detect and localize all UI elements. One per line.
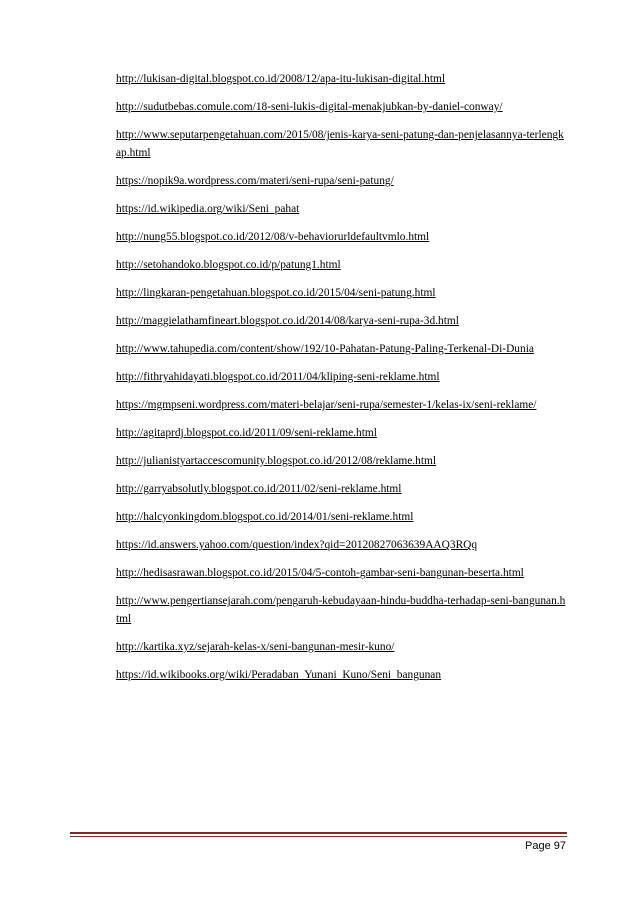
reference-item bbox=[116, 638, 568, 656]
reference-item bbox=[116, 564, 568, 582]
reference-item bbox=[116, 228, 568, 246]
reference-link[interactable]: http://kartika.xyz/sejarah-kelas-x/seni-bangunan-mesir-kuno/ bbox=[116, 641, 395, 653]
reference-item bbox=[116, 312, 568, 330]
reference-link[interactable]: http://lukisan-digital.blogspot.co.id/2008/12/apa-itu-lukisan-digital.html bbox=[116, 73, 446, 85]
reference-item bbox=[116, 592, 568, 628]
reference-item bbox=[116, 98, 568, 116]
reference-link[interactable]: http://hedisasrawan.blogspot.co.id/2015/04/5-contoh-gambar-seni-bangunan-beserta.html bbox=[116, 567, 524, 579]
reference-item bbox=[116, 368, 568, 386]
reference-link[interactable]: http://www.tahupedia.com/content/show/192/10-Pahatan-Patung-Paling-Terkenal-Di-Dunia bbox=[116, 343, 534, 355]
reference-link[interactable]: http://nung55.blogspot.co.id/2012/08/v-behaviorurldefaultvmlo.html bbox=[116, 231, 430, 243]
reference-link[interactable]: https://mgmpseni.wordpress.com/materi-belajar/seni-rupa/semester-1/kelas-ix/seni-reklame/ bbox=[116, 399, 537, 411]
footer-divider bbox=[70, 832, 567, 834]
reference-link[interactable]: http://sudutbebas.comule.com/18-seni-lukis-digital-menakjubkan-by-daniel-conway/ bbox=[116, 101, 503, 113]
reference-link[interactable]: http://setohandoko.blogspot.co.id/p/patung1.html bbox=[116, 259, 341, 271]
reference-item bbox=[116, 396, 568, 414]
reference-item bbox=[116, 200, 568, 218]
reference-link[interactable]: http://halcyonkingdom.blogspot.co.id/2014/01/seni-reklame.html bbox=[116, 511, 414, 523]
reference-link[interactable]: https://nopik9a.wordpress.com/materi/seni-rupa/seni-patung/ bbox=[116, 175, 394, 187]
reference-link[interactable]: https://id.answers.yahoo.com/question/index?qid=20120827063639AAQ3RQq bbox=[116, 539, 478, 551]
reference-item bbox=[116, 256, 568, 274]
reference-item bbox=[116, 70, 568, 88]
reference-link[interactable]: http://maggielathamfineart.blogspot.co.id/2014/08/karya-seni-rupa-3d.html bbox=[116, 315, 459, 327]
reference-item bbox=[116, 424, 568, 442]
reference-item bbox=[116, 172, 568, 190]
reference-link[interactable]: http://www.seputarpengetahuan.com/2015/08/jenis-karya-seni-patung-dan-penjelasannya-terlengkap.html bbox=[116, 129, 564, 159]
reference-item bbox=[116, 126, 568, 162]
reference-item bbox=[116, 666, 568, 684]
reference-link[interactable]: http://lingkaran-pengetahuan.blogspot.co.id/2015/04/seni-patung.html bbox=[116, 287, 436, 299]
reference-link[interactable]: https://id.wikibooks.org/wiki/Peradaban_Yunani_Kuno/Seni_bangunan bbox=[116, 669, 442, 681]
reference-link[interactable]: https://id.wikipedia.org/wiki/Seni_pahat bbox=[116, 203, 300, 215]
reference-item bbox=[116, 452, 568, 470]
reference-list bbox=[116, 70, 568, 694]
reference-item bbox=[116, 480, 568, 498]
reference-link[interactable]: http://fithryahidayati.blogspot.co.id/2011/04/kliping-seni-reklame.html bbox=[116, 371, 440, 383]
reference-link[interactable]: http://garryabsolutly.blogspot.co.id/2011/02/seni-reklame.html bbox=[116, 483, 402, 495]
reference-item bbox=[116, 536, 568, 554]
reference-item bbox=[116, 508, 568, 526]
page-number: Page 97 bbox=[525, 840, 566, 852]
reference-link[interactable]: http://agitaprdj.blogspot.co.id/2011/09/seni-reklame.html bbox=[116, 427, 377, 439]
reference-item bbox=[116, 340, 568, 358]
footer-divider-thin bbox=[70, 836, 567, 837]
reference-link[interactable]: http://julianistyartaccescomunity.blogspot.co.id/2012/08/reklame.html bbox=[116, 455, 437, 467]
reference-item bbox=[116, 284, 568, 302]
reference-link[interactable]: http://www.pengertiansejarah.com/pengaruh-kebudayaan-hindu-buddha-terhadap-seni-bangunan.html bbox=[116, 595, 566, 625]
